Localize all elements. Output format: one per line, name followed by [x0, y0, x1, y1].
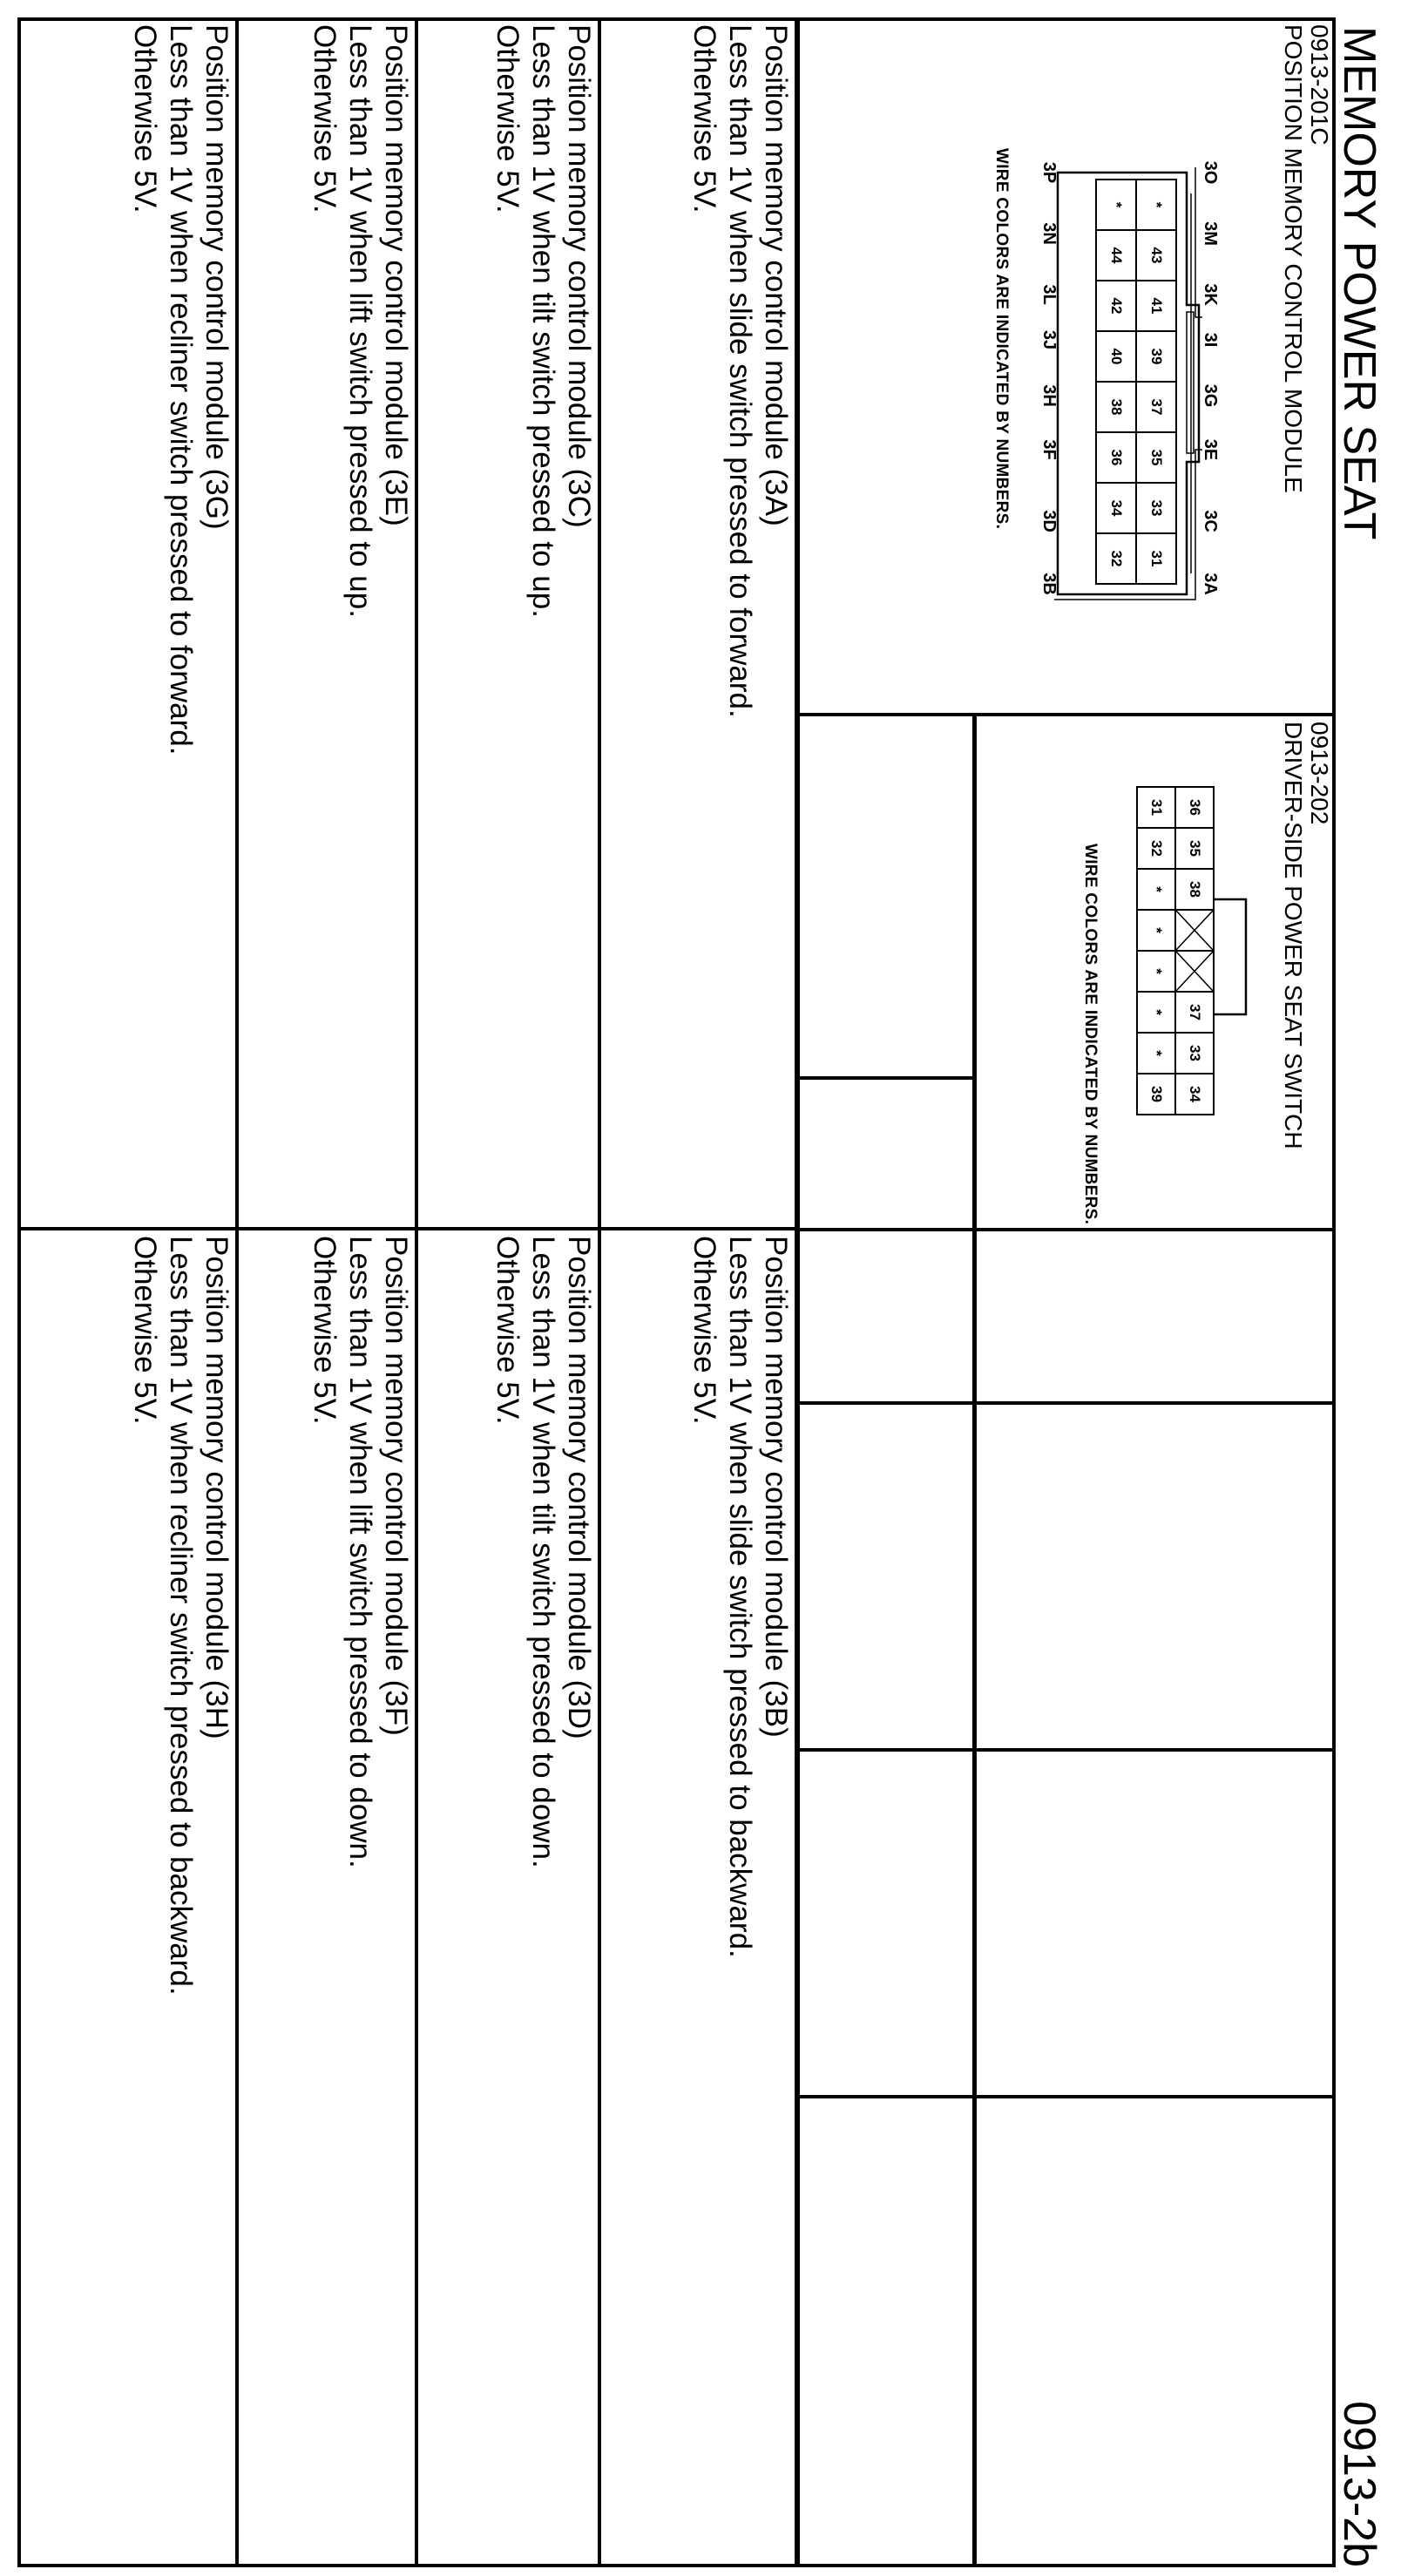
- pin-cell: 44: [1095, 229, 1137, 281]
- description-condition: Less than 1V when lift switch pressed to down.: [343, 1236, 377, 1868]
- description-title: Position memory control module (3A): [759, 24, 793, 526]
- pin-label: 3B: [1039, 573, 1059, 595]
- wire-color-note: WIRE COLORS ARE INDICATED BY NUMBERS.: [1081, 844, 1100, 1225]
- pin-label: 3J: [1039, 329, 1059, 350]
- pin-label: 3E: [1201, 438, 1220, 461]
- description-cell: [687, 1236, 794, 1958]
- description-default: Otherwise 5V.: [308, 1236, 342, 1425]
- pin-cell-blocked: [1174, 909, 1215, 952]
- description-title: Position memory control module (3F): [379, 1236, 413, 1736]
- wire-color-note: WIRE COLORS ARE INDICATED BY NUMBERS.: [992, 148, 1011, 530]
- divider: [796, 1748, 1336, 1752]
- description-condition: Less than 1V when lift switch pressed to up.: [343, 24, 377, 618]
- description-default: Otherwise 5V.: [491, 24, 525, 214]
- pin-cell: *: [1135, 179, 1177, 231]
- connector-name: POSITION MEMORY CONTROL MODULE: [1280, 24, 1307, 493]
- divider: [972, 713, 975, 2567]
- description-cell: [490, 1236, 597, 1868]
- pin-cell: 32: [1095, 532, 1137, 585]
- pin-label: 3I: [1201, 332, 1220, 348]
- pin-cell-blocked: [1174, 950, 1215, 993]
- description-title: Position memory control module (3G): [200, 24, 234, 530]
- page-id: 0913-2b: [1334, 2401, 1384, 2567]
- description-cell: [127, 24, 234, 755]
- description-title: Position memory control module (3H): [200, 1236, 234, 1739]
- description-title: Position memory control module (3E): [379, 24, 413, 526]
- description-default: Otherwise 5V.: [128, 1236, 162, 1425]
- pin-cell: 35: [1174, 827, 1215, 870]
- pin-label: 3N: [1039, 222, 1059, 245]
- description-cell: [307, 1236, 414, 1868]
- description-title: Position memory control module (3C): [562, 24, 596, 528]
- pin-cell: 32: [1136, 827, 1176, 870]
- pin-label: 3D: [1039, 510, 1059, 532]
- pin-label: 3G: [1201, 383, 1220, 408]
- pin-cell: 36: [1174, 786, 1215, 829]
- pin-cell: 36: [1095, 431, 1137, 484]
- pin-label: 3L: [1039, 284, 1059, 305]
- pin-cell: *: [1136, 1032, 1176, 1074]
- divider: [796, 713, 1336, 716]
- description-cell: [687, 24, 794, 718]
- divider: [796, 2095, 1336, 2098]
- pin-label: 3H: [1039, 384, 1059, 407]
- description-title: Position memory control module (3B): [759, 1236, 793, 1738]
- pin-cell: *: [1136, 868, 1176, 911]
- description-default: Otherwise 5V.: [687, 24, 721, 214]
- row-divider: [235, 17, 239, 2567]
- pin-label: 3C: [1201, 510, 1220, 532]
- divider: [796, 1228, 1336, 1231]
- description-condition: Less than 1V when slide switch pressed to backward.: [723, 1236, 757, 1958]
- description-cell: [307, 24, 414, 618]
- pin-label: 3A: [1201, 573, 1220, 595]
- description-cell: [490, 24, 597, 618]
- pin-label: 3F: [1039, 439, 1059, 460]
- pin-cell: *: [1136, 991, 1176, 1034]
- pin-cell: 39: [1135, 330, 1177, 383]
- connector-code: 0913-202: [1306, 722, 1333, 825]
- description-condition: Less than 1V when tilt switch pressed to up.: [526, 24, 560, 618]
- connector-code: 0913-201C: [1306, 24, 1333, 146]
- pin-cell: 35: [1135, 431, 1177, 484]
- description-title: Position memory control module (3D): [562, 1236, 596, 1739]
- blocked-cavity-icon: [1176, 911, 1213, 950]
- row-divider: [598, 17, 601, 2567]
- description-default: Otherwise 5V.: [491, 1236, 525, 1425]
- description-cell: [127, 1236, 234, 1996]
- pin-cell: 37: [1174, 991, 1215, 1034]
- pin-cell: *: [1095, 179, 1137, 231]
- pin-cell: 40: [1095, 330, 1137, 383]
- description-condition: Less than 1V when tilt switch pressed to down.: [526, 1236, 560, 1868]
- description-default: Otherwise 5V.: [128, 24, 162, 214]
- blocked-cavity-icon: [1176, 952, 1213, 991]
- pin-label: 3M: [1201, 221, 1220, 246]
- description-condition: Less than 1V when slide switch pressed to forward.: [723, 24, 757, 718]
- description-default: Otherwise 5V.: [308, 24, 342, 214]
- pin-cell: 38: [1174, 868, 1215, 911]
- switch-connector-key: [1211, 896, 1255, 1018]
- pin-cell: 42: [1095, 280, 1137, 332]
- pin-cell: 33: [1135, 482, 1177, 534]
- pin-cell: 41: [1135, 280, 1177, 332]
- column-divider: [17, 1227, 798, 1230]
- page-title: MEMORY POWER SEAT: [1334, 26, 1384, 540]
- pin-cell: *: [1136, 950, 1176, 993]
- description-default: Otherwise 5V.: [687, 1236, 721, 1425]
- description-condition: Less than 1V when recliner switch pressed to backward.: [164, 1236, 198, 1996]
- connector-name: DRIVER-SIDE POWER SEAT SWITCH: [1280, 722, 1307, 1149]
- pin-cell: 43: [1135, 229, 1177, 281]
- pin-cell: 37: [1135, 381, 1177, 433]
- description-condition: Less than 1V when recliner switch pressed to forward.: [164, 24, 198, 756]
- pin-cell: 31: [1136, 786, 1176, 829]
- divider: [796, 1401, 1336, 1405]
- pin-cell: 39: [1136, 1073, 1176, 1115]
- pin-label: 3P: [1039, 161, 1059, 184]
- row-divider: [415, 17, 418, 2567]
- pin-cell: 34: [1174, 1073, 1215, 1115]
- pin-cell: 38: [1095, 381, 1137, 433]
- pin-cell: *: [1136, 909, 1176, 952]
- pin-cell: 34: [1095, 482, 1137, 534]
- pin-cell: 33: [1174, 1032, 1215, 1074]
- divider: [796, 1076, 975, 1080]
- pin-label: 3O: [1201, 160, 1220, 185]
- pin-cell: 31: [1135, 532, 1177, 585]
- pin-label: 3K: [1201, 283, 1220, 306]
